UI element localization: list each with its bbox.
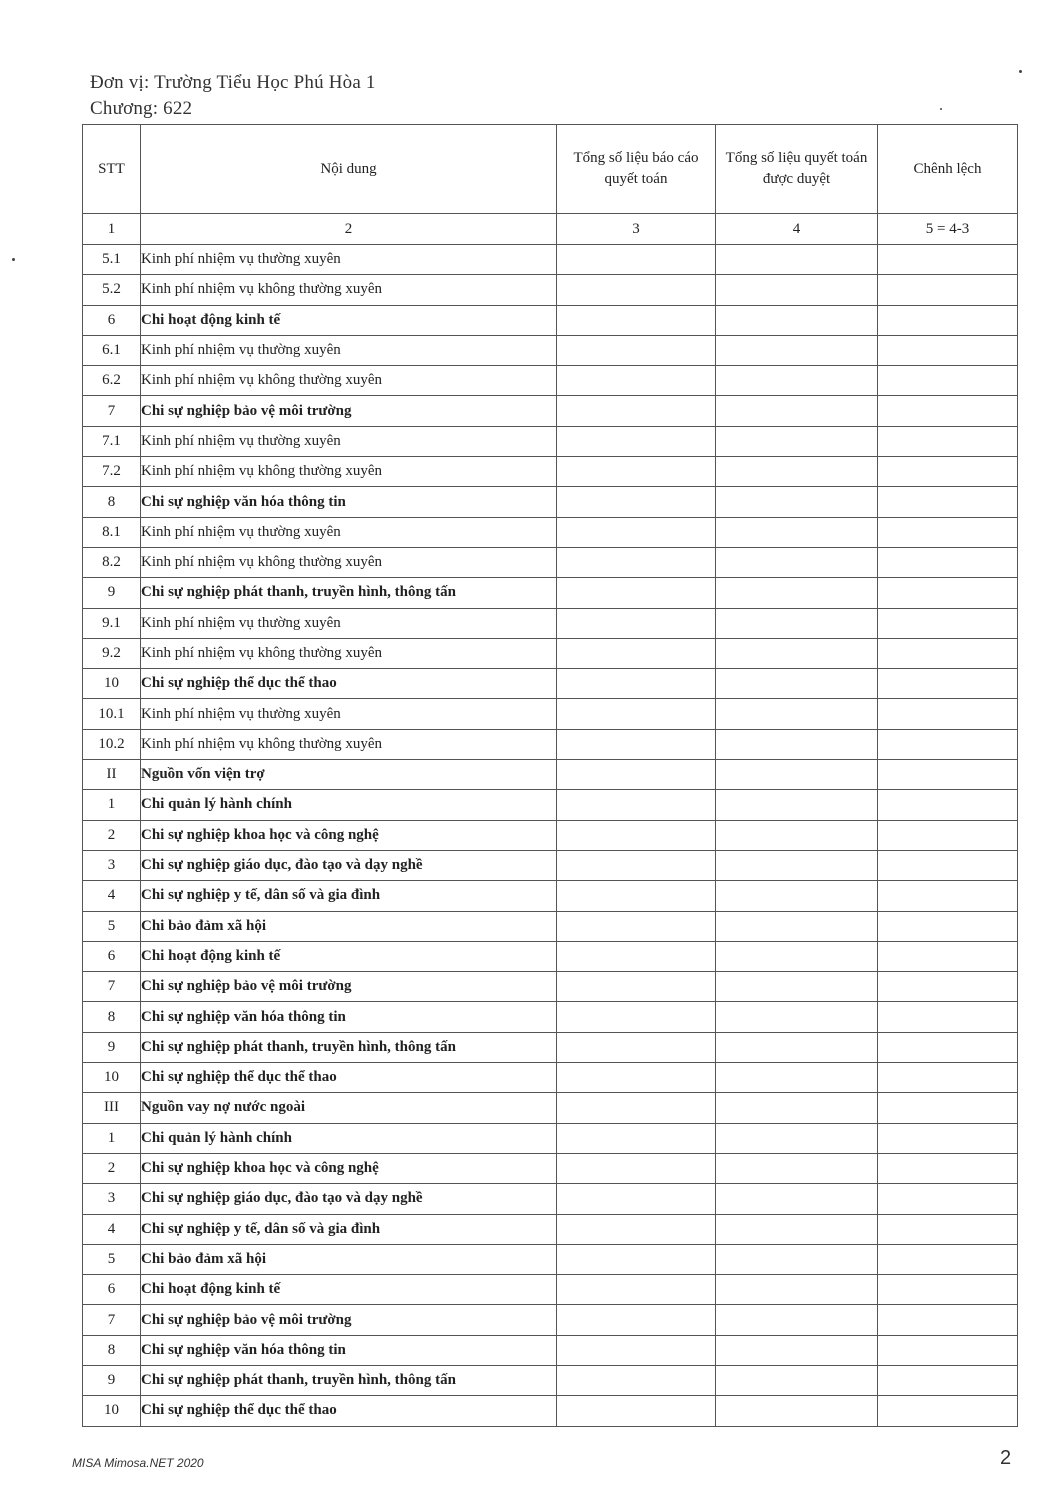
table-row [83, 881, 1018, 911]
row-content: Chi sự nghiệp phát thanh, truyền hình, thông tấn [141, 1032, 557, 1062]
row-content: Chi sự nghiệp văn hóa thông tin [141, 1002, 557, 1032]
row-difference-cell [878, 669, 1018, 699]
row-approved-cell [716, 457, 878, 487]
row-stt: 6 [83, 941, 141, 971]
row-difference-cell [878, 1244, 1018, 1274]
table-row [83, 1244, 1018, 1274]
row-content: Kinh phí nhiệm vụ không thường xuyên [141, 366, 557, 396]
table-row [83, 335, 1018, 365]
row-stt: 6.2 [83, 366, 141, 396]
row-stt: 8 [83, 1002, 141, 1032]
row-difference-cell [878, 608, 1018, 638]
table-row [83, 1032, 1018, 1062]
row-approved-cell [716, 1396, 878, 1426]
row-content: Chi bảo đảm xã hội [141, 911, 557, 941]
table-body [83, 245, 1018, 1427]
row-content: Chi sự nghiệp bảo vệ môi trường [141, 396, 557, 426]
table-row [83, 669, 1018, 699]
row-difference-cell [878, 487, 1018, 517]
row-reported-cell [557, 699, 716, 729]
row-stt: 1 [83, 790, 141, 820]
row-approved-cell [716, 790, 878, 820]
row-difference-cell [878, 1184, 1018, 1214]
row-stt: 9 [83, 1365, 141, 1395]
table-row [83, 1305, 1018, 1335]
row-content: Kinh phí nhiệm vụ thường xuyên [141, 426, 557, 456]
row-stt: 9.1 [83, 608, 141, 638]
table-row [83, 1002, 1018, 1032]
row-stt: 6 [83, 305, 141, 335]
table-row [83, 1153, 1018, 1183]
page-number: 2 [1000, 1447, 1012, 1469]
row-reported-cell [557, 275, 716, 305]
row-stt: 1 [83, 1123, 141, 1153]
row-stt: 5 [83, 1244, 141, 1274]
row-stt: II [83, 760, 141, 790]
table-row [83, 699, 1018, 729]
row-stt: 4 [83, 1214, 141, 1244]
row-approved-cell [716, 396, 878, 426]
row-approved-cell [716, 1214, 878, 1244]
col-header-difference: Chênh lệch [878, 125, 1018, 214]
row-stt: 2 [83, 820, 141, 850]
row-approved-cell [716, 426, 878, 456]
row-stt: 9 [83, 578, 141, 608]
row-reported-cell [557, 426, 716, 456]
table-row [83, 487, 1018, 517]
row-stt: 7.1 [83, 426, 141, 456]
row-content: Chi hoạt động kinh tế [141, 1275, 557, 1305]
row-content: Chi sự nghiệp khoa học và công nghệ [141, 820, 557, 850]
row-content: Chi quản lý hành chính [141, 790, 557, 820]
row-reported-cell [557, 608, 716, 638]
row-approved-cell [716, 911, 878, 941]
col-number: 1 [83, 214, 141, 245]
row-approved-cell [716, 547, 878, 577]
row-reported-cell [557, 1002, 716, 1032]
row-reported-cell [557, 911, 716, 941]
row-content: Chi bảo đảm xã hội [141, 1244, 557, 1274]
row-difference-cell [878, 1275, 1018, 1305]
table-row [83, 517, 1018, 547]
row-difference-cell [878, 245, 1018, 275]
chapter-code: Chương: 622 [90, 98, 193, 119]
col-header-approved: Tổng số liệu quyết toán được duyệt [716, 125, 878, 214]
row-difference-cell [878, 335, 1018, 365]
row-reported-cell [557, 457, 716, 487]
row-content: Chi sự nghiệp thể dục thể thao [141, 1063, 557, 1093]
row-approved-cell [716, 1093, 878, 1123]
table-row [83, 1184, 1018, 1214]
table-row [83, 760, 1018, 790]
row-content: Kinh phí nhiệm vụ thường xuyên [141, 699, 557, 729]
row-approved-cell [716, 669, 878, 699]
row-difference-cell [878, 1153, 1018, 1183]
row-reported-cell [557, 1335, 716, 1365]
row-content: Kinh phí nhiệm vụ thường xuyên [141, 608, 557, 638]
row-difference-cell [878, 850, 1018, 880]
row-difference-cell [878, 517, 1018, 547]
row-approved-cell [716, 972, 878, 1002]
row-reported-cell [557, 335, 716, 365]
row-reported-cell [557, 1365, 716, 1395]
column-number-row [83, 214, 1018, 245]
row-difference-cell [878, 820, 1018, 850]
row-reported-cell [557, 547, 716, 577]
row-approved-cell [716, 1275, 878, 1305]
row-approved-cell [716, 578, 878, 608]
row-approved-cell [716, 729, 878, 759]
scan-speck [12, 258, 15, 261]
table-row [83, 790, 1018, 820]
row-reported-cell [557, 1244, 716, 1274]
table-row [83, 820, 1018, 850]
table-row [83, 547, 1018, 577]
row-stt: 3 [83, 850, 141, 880]
row-difference-cell [878, 457, 1018, 487]
row-stt: 9.2 [83, 638, 141, 668]
row-reported-cell [557, 972, 716, 1002]
software-footer: MISA Mimosa.NET 2020 [72, 1456, 204, 1470]
table-row [83, 578, 1018, 608]
row-reported-cell [557, 487, 716, 517]
row-approved-cell [716, 1032, 878, 1062]
row-stt: 7 [83, 972, 141, 1002]
row-stt: 3 [83, 1184, 141, 1214]
col-number: 5 = 4-3 [878, 214, 1018, 245]
row-difference-cell [878, 972, 1018, 1002]
row-stt: 6.1 [83, 335, 141, 365]
row-approved-cell [716, 335, 878, 365]
row-stt: 6 [83, 1275, 141, 1305]
row-reported-cell [557, 1305, 716, 1335]
row-stt: 8 [83, 1335, 141, 1365]
row-approved-cell [716, 1365, 878, 1395]
row-content: Chi sự nghiệp thể dục thể thao [141, 1396, 557, 1426]
table-row [83, 305, 1018, 335]
row-stt: 10 [83, 1063, 141, 1093]
table-row [83, 608, 1018, 638]
row-approved-cell [716, 275, 878, 305]
row-reported-cell [557, 729, 716, 759]
scan-speck [1019, 70, 1022, 73]
row-reported-cell [557, 1093, 716, 1123]
row-stt: 7.2 [83, 457, 141, 487]
row-difference-cell [878, 275, 1018, 305]
row-content: Kinh phí nhiệm vụ không thường xuyên [141, 638, 557, 668]
table-row [83, 1093, 1018, 1123]
row-approved-cell [716, 1123, 878, 1153]
row-content: Chi hoạt động kinh tế [141, 941, 557, 971]
row-approved-cell [716, 517, 878, 547]
row-reported-cell [557, 1032, 716, 1062]
table-row [83, 1214, 1018, 1244]
row-content: Chi sự nghiệp văn hóa thông tin [141, 487, 557, 517]
row-reported-cell [557, 245, 716, 275]
row-approved-cell [716, 245, 878, 275]
table-row [83, 1396, 1018, 1426]
row-content: Chi sự nghiệp giáo dục, đào tạo và dạy nghề [141, 850, 557, 880]
table-row [83, 729, 1018, 759]
row-difference-cell [878, 1335, 1018, 1365]
table-row [83, 1063, 1018, 1093]
row-reported-cell [557, 881, 716, 911]
row-content: Chi quản lý hành chính [141, 1123, 557, 1153]
row-content: Chi sự nghiệp phát thanh, truyền hình, thông tấn [141, 578, 557, 608]
row-content: Kinh phí nhiệm vụ thường xuyên [141, 517, 557, 547]
row-content: Chi sự nghiệp phát thanh, truyền hình, thông tấn [141, 1365, 557, 1395]
row-content: Chi sự nghiệp văn hóa thông tin [141, 1335, 557, 1365]
table-row [83, 1275, 1018, 1305]
row-difference-cell [878, 729, 1018, 759]
table-row [83, 396, 1018, 426]
row-approved-cell [716, 366, 878, 396]
col-header-content: Nội dung [141, 125, 557, 214]
table-row [83, 457, 1018, 487]
table-row [83, 1365, 1018, 1395]
row-approved-cell [716, 1244, 878, 1274]
row-difference-cell [878, 1214, 1018, 1244]
row-reported-cell [557, 1214, 716, 1244]
row-difference-cell [878, 941, 1018, 971]
row-difference-cell [878, 699, 1018, 729]
row-difference-cell [878, 1002, 1018, 1032]
row-difference-cell [878, 1063, 1018, 1093]
row-stt: III [83, 1093, 141, 1123]
row-difference-cell [878, 1093, 1018, 1123]
row-reported-cell [557, 396, 716, 426]
row-stt: 10 [83, 669, 141, 699]
row-reported-cell [557, 850, 716, 880]
row-difference-cell [878, 760, 1018, 790]
table-row [83, 366, 1018, 396]
table-row [83, 911, 1018, 941]
row-reported-cell [557, 941, 716, 971]
row-reported-cell [557, 305, 716, 335]
row-reported-cell [557, 517, 716, 547]
row-content: Kinh phí nhiệm vụ không thường xuyên [141, 729, 557, 759]
row-stt: 10.1 [83, 699, 141, 729]
row-stt: 8.1 [83, 517, 141, 547]
row-difference-cell [878, 638, 1018, 668]
row-reported-cell [557, 1123, 716, 1153]
row-approved-cell [716, 1335, 878, 1365]
row-difference-cell [878, 1305, 1018, 1335]
row-difference-cell [878, 790, 1018, 820]
row-stt: 7 [83, 396, 141, 426]
row-difference-cell [878, 366, 1018, 396]
row-content: Chi sự nghiệp bảo vệ môi trường [141, 972, 557, 1002]
row-stt: 10 [83, 1396, 141, 1426]
col-header-reported: Tổng số liệu báo cáo quyết toán [557, 125, 716, 214]
row-reported-cell [557, 760, 716, 790]
row-content: Chi sự nghiệp bảo vệ môi trường [141, 1305, 557, 1335]
row-approved-cell [716, 760, 878, 790]
row-approved-cell [716, 699, 878, 729]
row-content: Kinh phí nhiệm vụ không thường xuyên [141, 457, 557, 487]
row-stt: 10.2 [83, 729, 141, 759]
unit-name: Đơn vị: Trường Tiểu Học Phú Hòa 1 [90, 72, 376, 93]
row-approved-cell [716, 881, 878, 911]
table-row [83, 1335, 1018, 1365]
table-row [83, 426, 1018, 456]
row-content: Kinh phí nhiệm vụ thường xuyên [141, 335, 557, 365]
col-number: 4 [716, 214, 878, 245]
row-difference-cell [878, 911, 1018, 941]
table-row [83, 850, 1018, 880]
row-difference-cell [878, 1032, 1018, 1062]
row-content: Chi sự nghiệp khoa học và công nghệ [141, 1153, 557, 1183]
row-stt: 7 [83, 1305, 141, 1335]
row-content: Kinh phí nhiệm vụ không thường xuyên [141, 547, 557, 577]
row-stt: 5 [83, 911, 141, 941]
row-stt: 4 [83, 881, 141, 911]
row-difference-cell [878, 881, 1018, 911]
row-stt: 2 [83, 1153, 141, 1183]
row-content: Kinh phí nhiệm vụ thường xuyên [141, 245, 557, 275]
row-approved-cell [716, 820, 878, 850]
table-row [83, 941, 1018, 971]
col-header-stt: STT [83, 125, 141, 214]
row-content: Kinh phí nhiệm vụ không thường xuyên [141, 275, 557, 305]
row-difference-cell [878, 1123, 1018, 1153]
row-content: Chi sự nghiệp thể dục thể thao [141, 669, 557, 699]
row-difference-cell [878, 547, 1018, 577]
row-difference-cell [878, 1365, 1018, 1395]
row-approved-cell [716, 487, 878, 517]
row-approved-cell [716, 850, 878, 880]
col-number: 3 [557, 214, 716, 245]
row-reported-cell [557, 790, 716, 820]
row-approved-cell [716, 1002, 878, 1032]
row-content: Nguồn vốn viện trợ [141, 760, 557, 790]
row-content: Chi sự nghiệp y tế, dân số và gia đình [141, 1214, 557, 1244]
row-stt: 9 [83, 1032, 141, 1062]
row-approved-cell [716, 638, 878, 668]
row-approved-cell [716, 1184, 878, 1214]
row-reported-cell [557, 578, 716, 608]
row-approved-cell [716, 941, 878, 971]
row-content: Chi sự nghiệp y tế, dân số và gia đình [141, 881, 557, 911]
row-difference-cell [878, 578, 1018, 608]
table-row [83, 638, 1018, 668]
row-approved-cell [716, 608, 878, 638]
col-number: 2 [141, 214, 557, 245]
row-reported-cell [557, 1275, 716, 1305]
row-reported-cell [557, 1153, 716, 1183]
table-row [83, 1123, 1018, 1153]
table-row [83, 972, 1018, 1002]
row-stt: 5.2 [83, 275, 141, 305]
row-approved-cell [716, 1305, 878, 1335]
row-content: Nguồn vay nợ nước ngoài [141, 1093, 557, 1123]
row-reported-cell [557, 669, 716, 699]
scan-speck [940, 108, 942, 110]
row-reported-cell [557, 638, 716, 668]
row-stt: 5.1 [83, 245, 141, 275]
row-stt: 8 [83, 487, 141, 517]
row-stt: 8.2 [83, 547, 141, 577]
row-reported-cell [557, 1396, 716, 1426]
table-row [83, 275, 1018, 305]
header-row [83, 125, 1018, 214]
row-difference-cell [878, 305, 1018, 335]
row-content: Chi sự nghiệp giáo dục, đào tạo và dạy nghề [141, 1184, 557, 1214]
row-difference-cell [878, 426, 1018, 456]
row-content: Chi hoạt động kinh tế [141, 305, 557, 335]
row-reported-cell [557, 366, 716, 396]
row-reported-cell [557, 1063, 716, 1093]
row-approved-cell [716, 1153, 878, 1183]
row-reported-cell [557, 820, 716, 850]
row-approved-cell [716, 305, 878, 335]
row-reported-cell [557, 1184, 716, 1214]
settlement-table [82, 124, 1018, 1427]
table-row [83, 245, 1018, 275]
row-difference-cell [878, 1396, 1018, 1426]
row-approved-cell [716, 1063, 878, 1093]
row-difference-cell [878, 396, 1018, 426]
